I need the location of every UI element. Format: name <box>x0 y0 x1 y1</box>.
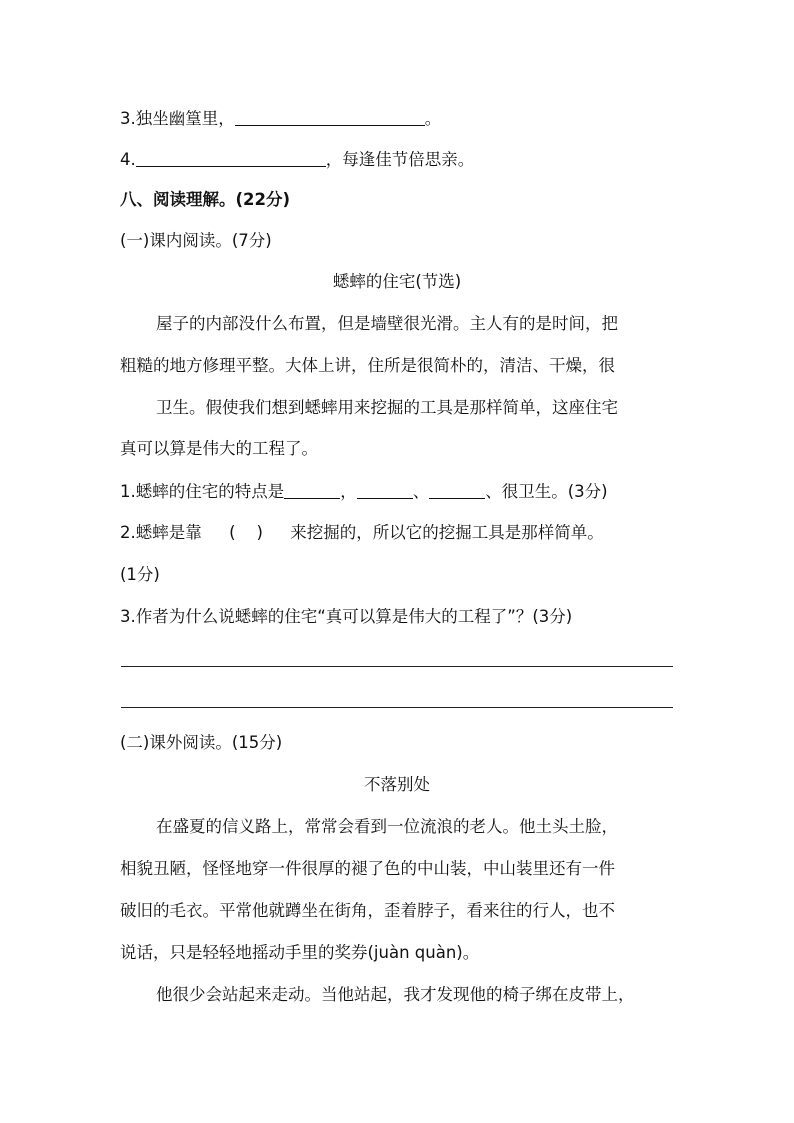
part1-passage-line: 屋子的内部没什么布置，但是墙壁很光滑。主人有的是时间，把 <box>156 314 618 333</box>
poem-question-3 <box>120 107 441 130</box>
q1-separator: 、 <box>412 482 430 501</box>
poem-question-4 <box>120 148 474 171</box>
section-title: 八、阅读理解。(22分) <box>120 190 291 209</box>
poem-q4-suffix: ，每逢佳节倍思亲。 <box>325 150 475 169</box>
poem-q4-blank[interactable] <box>136 148 326 167</box>
part2-passage-line: 他很少会站起来走动。当他站起，我才发现他的椅子绑在皮带上， <box>156 985 635 1004</box>
poem-q3-suffix: 。 <box>424 109 442 128</box>
part1-passage-title: 蟋蟀的住宅(节选) <box>332 272 462 291</box>
part1-passage-line: 真可以算是伟大的工程了。 <box>120 439 318 458</box>
q1-separator: ， <box>340 482 357 501</box>
q1-prefix: 1.蟋蟀的住宅的特点是 <box>120 482 285 501</box>
part2-passage-title: 不落别处 <box>364 775 430 794</box>
part2-passage-line: 在盛夏的信义路上，常常会看到一位流浪的老人。他土头土脸， <box>156 817 618 836</box>
part2-passage-line: 说话，只是轻轻地摇动手里的奖券(juàn quàn)。 <box>120 943 480 962</box>
q1-blank-3[interactable] <box>429 480 485 499</box>
part1-question-1 <box>120 480 608 503</box>
q2-prefix: 2.蟋蟀是靠 <box>120 523 202 542</box>
answer-line[interactable] <box>121 707 673 708</box>
poem-q4-prefix: 4. <box>120 150 136 169</box>
poem-q3-blank[interactable] <box>235 107 425 126</box>
part1-question-3: 3.作者为什么说蟋蟀的住宅“真可以算是伟大的工程了”？(3分) <box>120 607 573 626</box>
poem-q3-prefix: 3.独坐幽篁里， <box>120 109 235 128</box>
part2-passage-line: 破旧的毛衣。平常他就蹲坐在街角，歪着脖子，看来往的行人，也不 <box>120 901 615 920</box>
q2-score: (1分) <box>120 565 160 584</box>
part1-question-2 <box>120 522 604 544</box>
q1-blank-2[interactable] <box>357 480 413 499</box>
part1-heading: (一)课内阅读。(7分) <box>120 231 272 250</box>
q1-blank-1[interactable] <box>284 480 340 499</box>
part1-passage-line: 卫生。假使我们想到蟋蟀用来挖掘的工具是那样简单，这座住宅 <box>156 398 618 417</box>
part2-heading: (二)课外阅读。(15分) <box>120 733 283 752</box>
q2-suffix: 来挖掘的，所以它的挖掘工具是那样简单。 <box>290 523 604 542</box>
q2-answer-parentheses[interactable]: ( ) <box>229 523 263 542</box>
q1-suffix: 、很卫生。(3分) <box>485 482 608 501</box>
answer-line[interactable] <box>121 666 673 667</box>
part1-passage-line: 粗糙的地方修理平整。大体上讲，住所是很简朴的，清洁、干燥，很 <box>120 356 615 375</box>
part2-passage-line: 相貌丑陋，怪怪地穿一件很厚的褪了色的中山装，中山装里还有一件 <box>120 859 615 878</box>
